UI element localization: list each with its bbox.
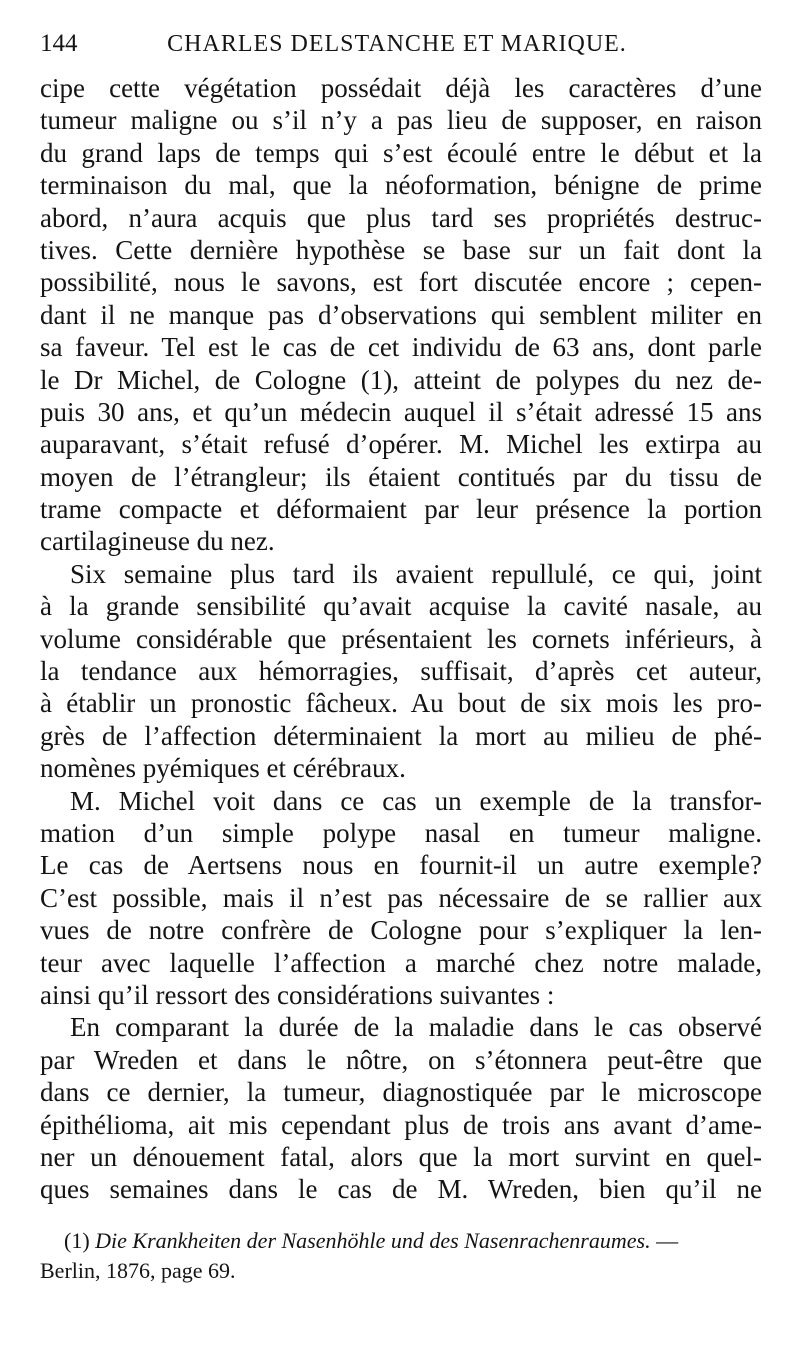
footnote: [40, 1226, 762, 1286]
text-line: dant il ne manque pas d’observations qui semblent militer en: [40, 299, 762, 330]
text-line: ques semaines dans le cas de M. Wreden, bien qu’il ne: [40, 1174, 762, 1205]
text-line: trame compacte et déformaient par leur présence la portion: [40, 494, 762, 525]
footnote-citation: Berlin, 1876, page 69.: [40, 1257, 236, 1283]
text-line: vues de notre confrère de Cologne pour s’expliquer la len-: [40, 915, 762, 946]
text-line: épithélioma, ait mis cependant plus de trois ans avant d’ame-: [40, 1109, 762, 1140]
text-line: grès de l’affection déterminaient la mort au milieu de phé-: [40, 720, 762, 751]
text-line: Le cas de Aertsens nous en fournit-il un autre exemple?: [40, 850, 762, 881]
text-line: En comparant la durée de la maladie dans le cas observé: [70, 1012, 762, 1043]
footnote-marker: (1): [64, 1227, 90, 1253]
running-head: CHARLES DELSTANCHE ET MARIQUE.: [167, 31, 627, 57]
footnote-dash: —: [650, 1227, 679, 1253]
text-line: du grand laps de temps qui s’est écoulé entre le début et la: [40, 137, 762, 168]
body-text: [40, 72, 762, 1206]
text-line: à établir un pronostic fâcheux. Au bout de six mois les pro-: [40, 688, 762, 719]
page-number: 144: [40, 30, 78, 57]
text-line: abord, n’aura acquis que plus tard ses propriétés destruc-: [40, 202, 762, 233]
text-line: cartilagineuse du nez.: [40, 526, 275, 557]
text-line: ainsi qu’il ressort des considérations suivantes :: [40, 979, 555, 1010]
text-line: sa faveur. Tel est le cas de cet individu de 63 ans, dont parle: [40, 332, 762, 363]
text-line: Six semaine plus tard ils avaient repullulé, ce qui, joint: [70, 558, 762, 589]
text-line: teur avec laquelle l’affection a marché chez notre malade,: [40, 947, 762, 978]
text-line: terminaison du mal, que la néoformation, bénigne de prime: [40, 170, 762, 201]
text-line: ner un dénouement fatal, alors que la mort survint en quel-: [40, 1141, 762, 1172]
text-line: C’est possible, mais il n’est pas nécessaire de se rallier aux: [40, 882, 762, 913]
text-line: à la grande sensibilité qu’avait acquise la cavité nasale, au: [40, 591, 762, 622]
page-header: [40, 30, 762, 76]
footnote-line: [40, 1226, 762, 1256]
text-line: auparavant, s’était refusé d’opérer. M. Michel les extirpa au: [40, 429, 762, 460]
text-line: mation d’un simple polype nasal en tumeur maligne.: [40, 817, 762, 848]
text-line: puis 30 ans, et qu’un médecin auquel il s’était adressé 15 ans: [40, 396, 762, 427]
footnote-title: Die Krankheiten der Nasenhöhle und des Nasenrachenraumes.: [95, 1227, 651, 1253]
text-line: tumeur maligne ou s’il n’y a pas lieu de supposer, en raison: [40, 105, 762, 136]
text-line: dans ce dernier, la tumeur, diagnostiquée par le microscope: [40, 1077, 762, 1108]
text-line: tives. Cette dernière hypothèse se base sur un fait dont la: [40, 234, 762, 265]
text-line: la tendance aux hémorragies, suffisait, d’après cet auteur,: [40, 656, 762, 687]
text-line: par Wreden et dans le nôtre, on s’étonnera peut-être que: [40, 1044, 762, 1075]
text-line: nomènes pyémiques et cérébraux.: [40, 753, 406, 784]
text-line: le Dr Michel, de Cologne (1), atteint de polypes du nez de-: [40, 364, 762, 395]
text-line: M. Michel voit dans ce cas un exemple de la transfor-: [70, 785, 762, 816]
text-line: volume considérable que présentaient les cornets inférieurs, à: [40, 623, 762, 654]
text-line: cipe cette végétation possédait déjà les caractères d’une: [40, 73, 762, 103]
text-line: possibilité, nous le savons, est fort discutée encore ; cepen-: [40, 267, 762, 298]
text-line: moyen de l’étrangleur; ils étaient contitués par du tissu de: [40, 461, 762, 492]
